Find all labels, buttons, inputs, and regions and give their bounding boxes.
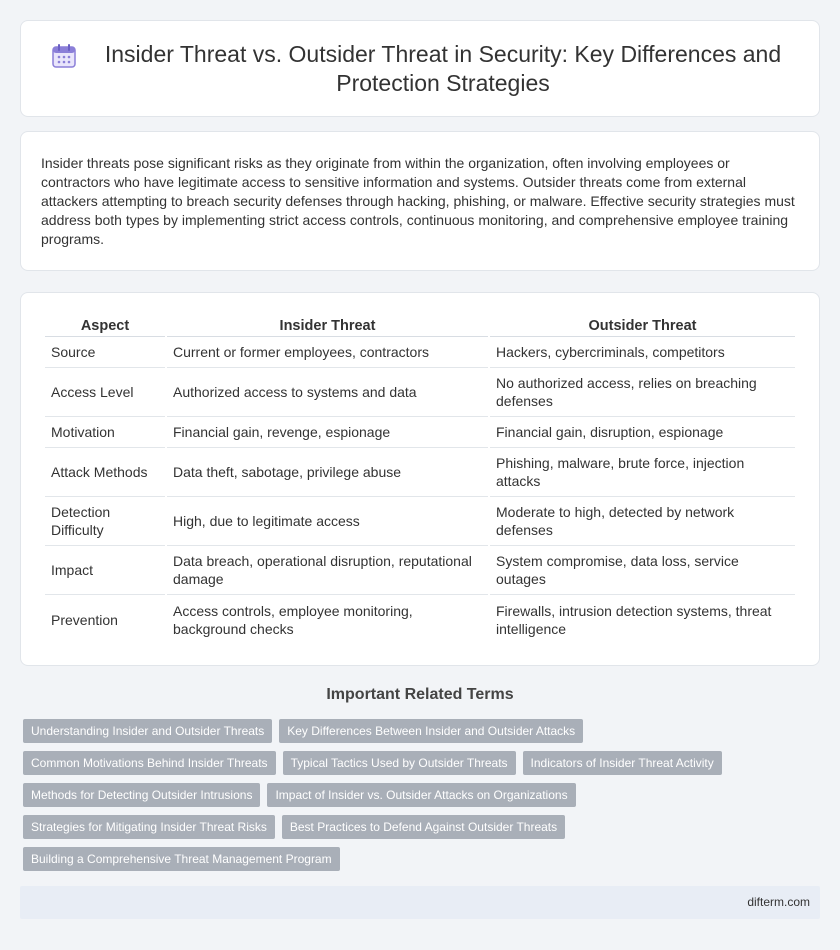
insider-cell: Financial gain, revenge, espionage (167, 417, 488, 448)
aspect-cell: Prevention (51, 611, 118, 628)
insider-cell: Data breach, operational disruption, reputational damage (167, 546, 488, 595)
intro-card (20, 131, 820, 271)
related-term-tag[interactable]: Building a Comprehensive Threat Management Program (23, 847, 340, 871)
insider-cell: Authorized access to systems and data (167, 368, 488, 417)
related-term-tag[interactable]: Strategies for Mitigating Insider Threat Risks (23, 815, 275, 839)
related-term-tag[interactable]: Typical Tactics Used by Outsider Threats (283, 751, 516, 775)
related-terms-title: Important Related Terms (326, 686, 514, 703)
header-insider: Insider Threat (167, 313, 488, 337)
outsider-cell: Financial gain, disruption, espionage (490, 417, 795, 448)
comparison-card (20, 292, 820, 666)
related-terms-list (23, 719, 783, 871)
aspect-cell: Detection Difficulty (45, 497, 165, 546)
related-term-tag[interactable]: Key Differences Between Insider and Outsider Attacks (279, 719, 583, 743)
related-term-tag[interactable]: Common Motivations Behind Insider Threats (23, 751, 276, 775)
outsider-cell: Firewalls, intrusion detection systems, threat intelligence (496, 602, 772, 637)
calendar-icon (51, 43, 77, 69)
insider-cell: Data theft, sabotage, privilege abuse (167, 448, 488, 497)
comparison-table (43, 313, 797, 644)
table-row (45, 595, 795, 644)
aspect-cell: Motivation (45, 417, 165, 448)
insider-cell: Current or former employees, contractors (167, 337, 488, 368)
outsider-cell: Hackers, cybercriminals, competitors (490, 337, 795, 368)
aspect-cell: Access Level (45, 368, 165, 417)
aspect-cell: Attack Methods (45, 448, 165, 497)
related-term-tag[interactable]: Understanding Insider and Outsider Threats (23, 719, 272, 743)
header-outsider: Outsider Threat (490, 313, 795, 337)
outsider-cell: System compromise, data loss, service outages (490, 546, 795, 595)
table-row (45, 448, 795, 497)
outsider-cell: No authorized access, relies on breaching defenses (490, 368, 795, 417)
aspect-cell: Source (45, 337, 165, 368)
table-row (45, 497, 795, 546)
header-card (20, 20, 820, 117)
table-row (45, 417, 795, 448)
intro-paragraph: Insider threats pose significant risks as they originate from within the organization, often involving employees or contractors who have legitimate access to sensitive information and systems. Outsider threats come from external attackers attempting to breach security defenses through hacking, phishing, or malware. Effective security strategies must address both types by implementing strict access controls, continuous monitoring, and comprehensive employee training programs. (41, 155, 795, 247)
insider-cell: Access controls, employee monitoring, background checks (173, 602, 413, 637)
table-row (45, 546, 795, 595)
table-row (45, 368, 795, 417)
table-header-row (45, 313, 795, 337)
footer-site-name[interactable]: difterm.com (747, 895, 810, 909)
table-row (45, 337, 795, 368)
footer (20, 886, 820, 919)
related-term-tag[interactable]: Impact of Insider vs. Outsider Attacks on Organizations (267, 783, 575, 807)
header-aspect: Aspect (45, 313, 165, 337)
outsider-cell: Moderate to high, detected by network defenses (490, 497, 795, 546)
outsider-cell: Phishing, malware, brute force, injection attacks (490, 448, 795, 497)
page-title: Insider Threat vs. Outsider Threat in Security: Key Differences and Protection Strategies (104, 40, 782, 96)
related-term-tag[interactable]: Best Practices to Defend Against Outsider Threats (282, 815, 565, 839)
related-term-tag[interactable]: Methods for Detecting Outsider Intrusions (23, 783, 260, 807)
aspect-cell: Impact (45, 546, 165, 595)
related-term-tag[interactable]: Indicators of Insider Threat Activity (523, 751, 722, 775)
insider-cell: High, due to legitimate access (167, 497, 488, 546)
